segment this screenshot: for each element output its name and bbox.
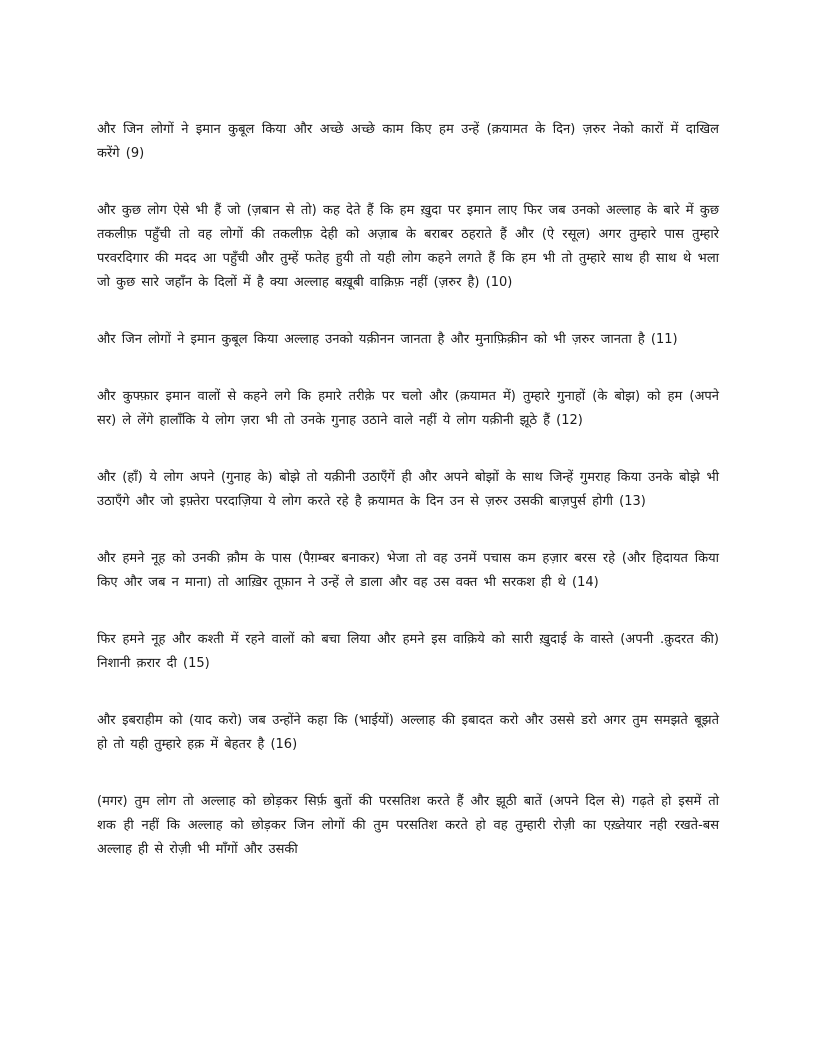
verse-paragraph-15: फिर हमने नूह और कश्ती में रहने वालों को बचा लिया और हमने इस वाक़िये को सारी ख़ुदाई के वास्ते (अपनी .क़ुदरत की) निशानी क़रार दी (15): [97, 632, 719, 671]
verse-paragraph-11: और जिन लोगों ने इमान कुबूल किया अल्लाह उनको यक़ीनन जानता है और मुनाफ़िक़ीन को भी ज़रुर जानता है (11): [97, 332, 678, 347]
verse-paragraph-17: (मगर) तुम लोग तो अल्लाह को छोड़कर सिर्फ़ बुतों की परसतिश करते हैं और झूठी बातें (अपने दिल से) गढ़ते हो इसमें तो शक ही नहीं कि अल्लाह को छोड़कर जिन लोगों की तुम परसतिश करते हो वह तुम्हारी रोज़ी का एख़्तेयार नही रखते-बस अल्लाह ही से रोज़ी भी माँगों और उसकी: [97, 794, 719, 857]
verse-paragraph-14: और हमने नूह को उनकी क़ौम के पास (पैग़म्बर बनाकर) भेजा तो वह उनमें पचास कम हज़ार बरस रहे (और हिदायत किया किए और जब न माना) तो आख़िर तूफ़ान ने उन्हें ले डाला और वह उस वक्त भी सरकश ही थे (14): [97, 551, 719, 590]
verse-paragraph-9: और जिन लोगों ने इमान कुबूल किया और अच्छे अच्छे काम किए हम उन्हें (क़यामत के दिन) ज़रुर नेको कारों में दाखिल करेंगे (9): [97, 122, 719, 161]
verse-paragraph-16: और इबराहीम को (याद करो) जब उन्होंने कहा कि (भाईयों) अल्लाह की इबादत करो और उससे डरो अगर तुम समझते बूझते हो तो यही तुम्हारे हक़ में बेहतर है (16): [97, 713, 719, 752]
verse-paragraph-12: और कुफ्फ़ार इमान वालों से कहने लगे कि हमारे तरीक़े पर चलो और (क़यामत में) तुम्हारे गुनाहों (के बोझ) को हम (अपने सर) ले लेंगे हालाँकि ये लोग ज़रा भी तो उनके गुनाह उठाने वाले नहीं ये लोग यक़ीनी झूठे हैं (12): [97, 389, 719, 428]
verse-paragraph-13: और (हाँ) ये लोग अपने (गुनाह के) बोझे तो यक़ीनी उठाएँगें ही और अपने बोझों के साथ जिन्हें गुमराह किया उनके बोझे भी उठाएँगे और जो इफ़्तेरा परदाज़िया ये लोग करते रहे है क़यामत के दिन उन से ज़रुर उसकी बाज़पुर्स होगी (13): [97, 470, 719, 509]
verse-paragraph-10: और कुछ लोग ऐसे भी हैं जो (ज़बान से तो) कह देते हैं कि हम ख़ुदा पर इमान लाए फिर जब उनको अल्लाह के बारे में कुछ तकलीफ़ पहुँची तो वह लोगों की तकलीफ़ देही को अज़ाब के बराबर ठहराते हैं और (ऐ रसूल) अगर तुम्हारे पास तुम्हारे परवरदिगार की मदद आ पहुँची और तुम्हें फतेह हुयी तो यही लोग कहने लगते हैं कि हम भी तो तुम्हारे साथ ही साथ थे भला जो कुछ सारे जहाँन के दिलों में है क्या अल्लाह बख़ूबी वाक़िफ़ नहीं (ज़रुर है) (10): [97, 203, 719, 290]
document-page: [97, 118, 719, 895]
